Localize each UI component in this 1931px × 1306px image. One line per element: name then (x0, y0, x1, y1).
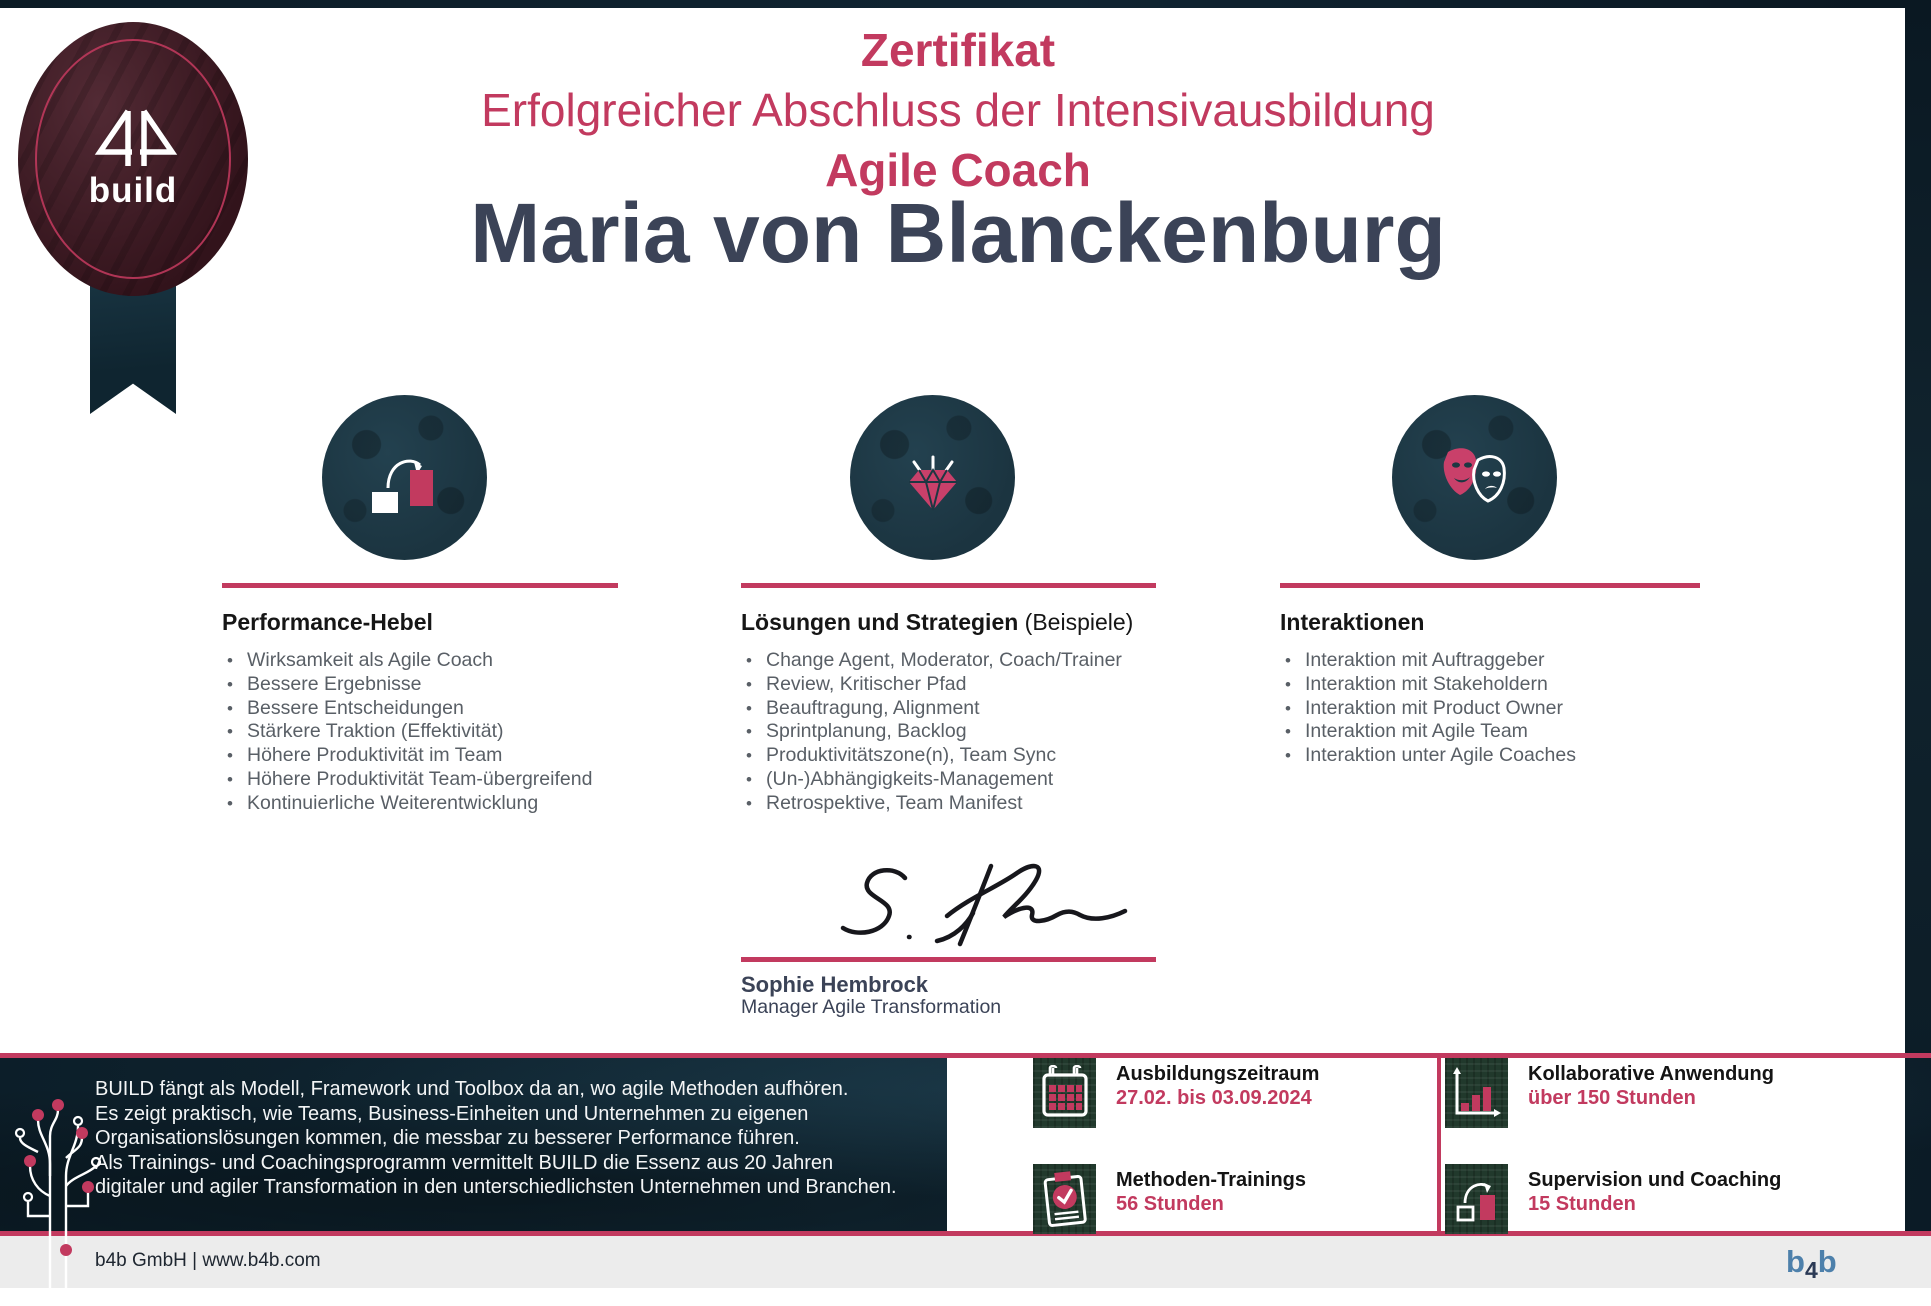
list-item: • Höhere Produktivität im Team (222, 744, 618, 768)
b4b-logo (1786, 1244, 1837, 1284)
list-item: • Bessere Ergebnisse (222, 673, 618, 697)
band-description (95, 1077, 947, 1200)
column-heading-text: Performance-Hebel (222, 609, 433, 635)
list-item: • Interaktion unter Agile Coaches (1280, 744, 1700, 768)
list-item: • Bessere Entscheidungen (222, 697, 618, 721)
description-line: Organisationslösungen kommen, die messbar zu besserer Performance führen. (95, 1127, 800, 1149)
theater-masks-icon (1392, 395, 1557, 560)
stat-value: über 150 Stunden (1528, 1087, 1696, 1109)
circuit-tree-icon (8, 1064, 108, 1306)
stat-collaborative-use (1445, 1058, 1774, 1128)
stat-label: Methoden-Trainings (1116, 1169, 1306, 1191)
list-item: • Höhere Produktivität Team-übergreifend (222, 768, 618, 792)
list-item: • (Un-)Abhängigkeits-Management (741, 768, 1156, 792)
column-divider (741, 583, 1156, 588)
column-heading (741, 609, 1156, 636)
description-line: Als Trainings- und Coachingsprogramm vermittelt BUILD die Essenz aus 20 Jahren (95, 1151, 834, 1174)
build-badge (18, 22, 250, 394)
list-item: • Sprintplanung, Backlog (741, 720, 1156, 744)
list-item: • Interaktion mit Product Owner (1280, 697, 1700, 721)
list-item: • Retrospektive, Team Manifest (741, 792, 1156, 816)
signatory-role: Manager Agile Transformation (741, 996, 1002, 1018)
description-line: Es zeigt praktisch, wie Teams, Business-Einheiten und Unternehmen zu eigenen (95, 1102, 809, 1125)
stat-label: Ausbildungszeitraum (1116, 1063, 1320, 1085)
build-44-logo-icon (87, 107, 179, 169)
stat-label: Supervision und Coaching (1528, 1169, 1782, 1191)
column-interactions (1280, 395, 1700, 768)
list-item: • Wirksamkeit als Agile Coach (222, 649, 618, 673)
stat-training-period (1033, 1058, 1319, 1128)
stats-panel (947, 1058, 1905, 1231)
column-heading (222, 609, 618, 636)
certificate-subtitle: Erfolgreicher Abschluss der Intensivausbildung (481, 84, 1435, 136)
info-band (0, 1053, 1931, 1236)
column-heading-text: Lösungen und Strategien (741, 609, 1019, 635)
list-item: • Produktivitätszone(n), Team Sync (741, 744, 1156, 768)
bar-chart-icon (1445, 1058, 1508, 1128)
column-performance (222, 395, 618, 816)
stat-label: Kollaborative Anwendung (1528, 1063, 1774, 1085)
logo-four: 4 (1804, 1257, 1818, 1283)
list-item: • Interaktion mit Agile Team (1280, 720, 1700, 744)
column-heading (1280, 609, 1700, 636)
logo-b1: b (1786, 1244, 1805, 1279)
column-heading-suffix: (Beispiele) (1018, 609, 1134, 635)
footer (0, 1236, 1931, 1288)
bullet-list (741, 649, 1156, 816)
list-item: • Review, Kritischer Pfad (741, 673, 1156, 697)
recipient-name: Maria von Blanckenburg (470, 186, 1446, 280)
transform-icon (322, 395, 487, 560)
list-item: • Kontinuierliche Weiterentwicklung (222, 792, 618, 816)
stat-supervision-coaching (1445, 1164, 1781, 1234)
company-line: b4b GmbH | www.b4b.com (95, 1250, 321, 1271)
signature-block (741, 858, 1156, 1018)
signature-icon (819, 858, 1129, 955)
stats-column-divider (1437, 1058, 1441, 1231)
description-line: digitaler und agiler Transformation in den unterschiedlichsten Unternehmen und Branchen. (95, 1176, 897, 1198)
clipboard-check-icon (1033, 1164, 1096, 1234)
calendar-icon (1033, 1058, 1096, 1128)
column-solutions (741, 395, 1156, 816)
stat-value: 27.02. bis 03.09.2024 (1116, 1087, 1312, 1109)
badge-seal (18, 22, 248, 296)
bullet-list (222, 649, 618, 816)
list-item: • Interaktion mit Auftraggeber (1280, 649, 1700, 673)
stat-method-trainings (1033, 1164, 1306, 1234)
column-divider (1280, 583, 1700, 588)
certificate-title: Zertifikat (860, 24, 1056, 76)
column-heading-text: Interaktionen (1280, 609, 1425, 635)
stat-value: 15 Stunden (1528, 1193, 1636, 1215)
signature-divider (741, 957, 1156, 962)
program-name: Agile Coach (825, 144, 1091, 196)
logo-b2: b (1817, 1244, 1837, 1279)
list-item: • Interaktion mit Stakeholdern (1280, 673, 1700, 697)
list-item: • Beauftragung, Alignment (741, 697, 1156, 721)
description-line: BUILD fängt als Modell, Framework und Toolbox da an, wo agile Methoden aufhören. (95, 1078, 849, 1100)
stat-value: 56 Stunden (1116, 1193, 1224, 1215)
certificate-header (0, 20, 1916, 200)
diamond-icon (850, 395, 1015, 560)
signatory-name: Sophie Hembrock (741, 972, 929, 997)
bullet-list (1280, 649, 1700, 768)
top-edge-strip (0, 0, 1931, 8)
list-item: • Change Agent, Moderator, Coach/Trainer (741, 649, 1156, 673)
transfer-icon (1445, 1164, 1508, 1234)
list-item: • Stärkere Traktion (Effektivität) (222, 720, 618, 744)
badge-build-label: build (88, 171, 178, 210)
column-divider (222, 583, 618, 588)
